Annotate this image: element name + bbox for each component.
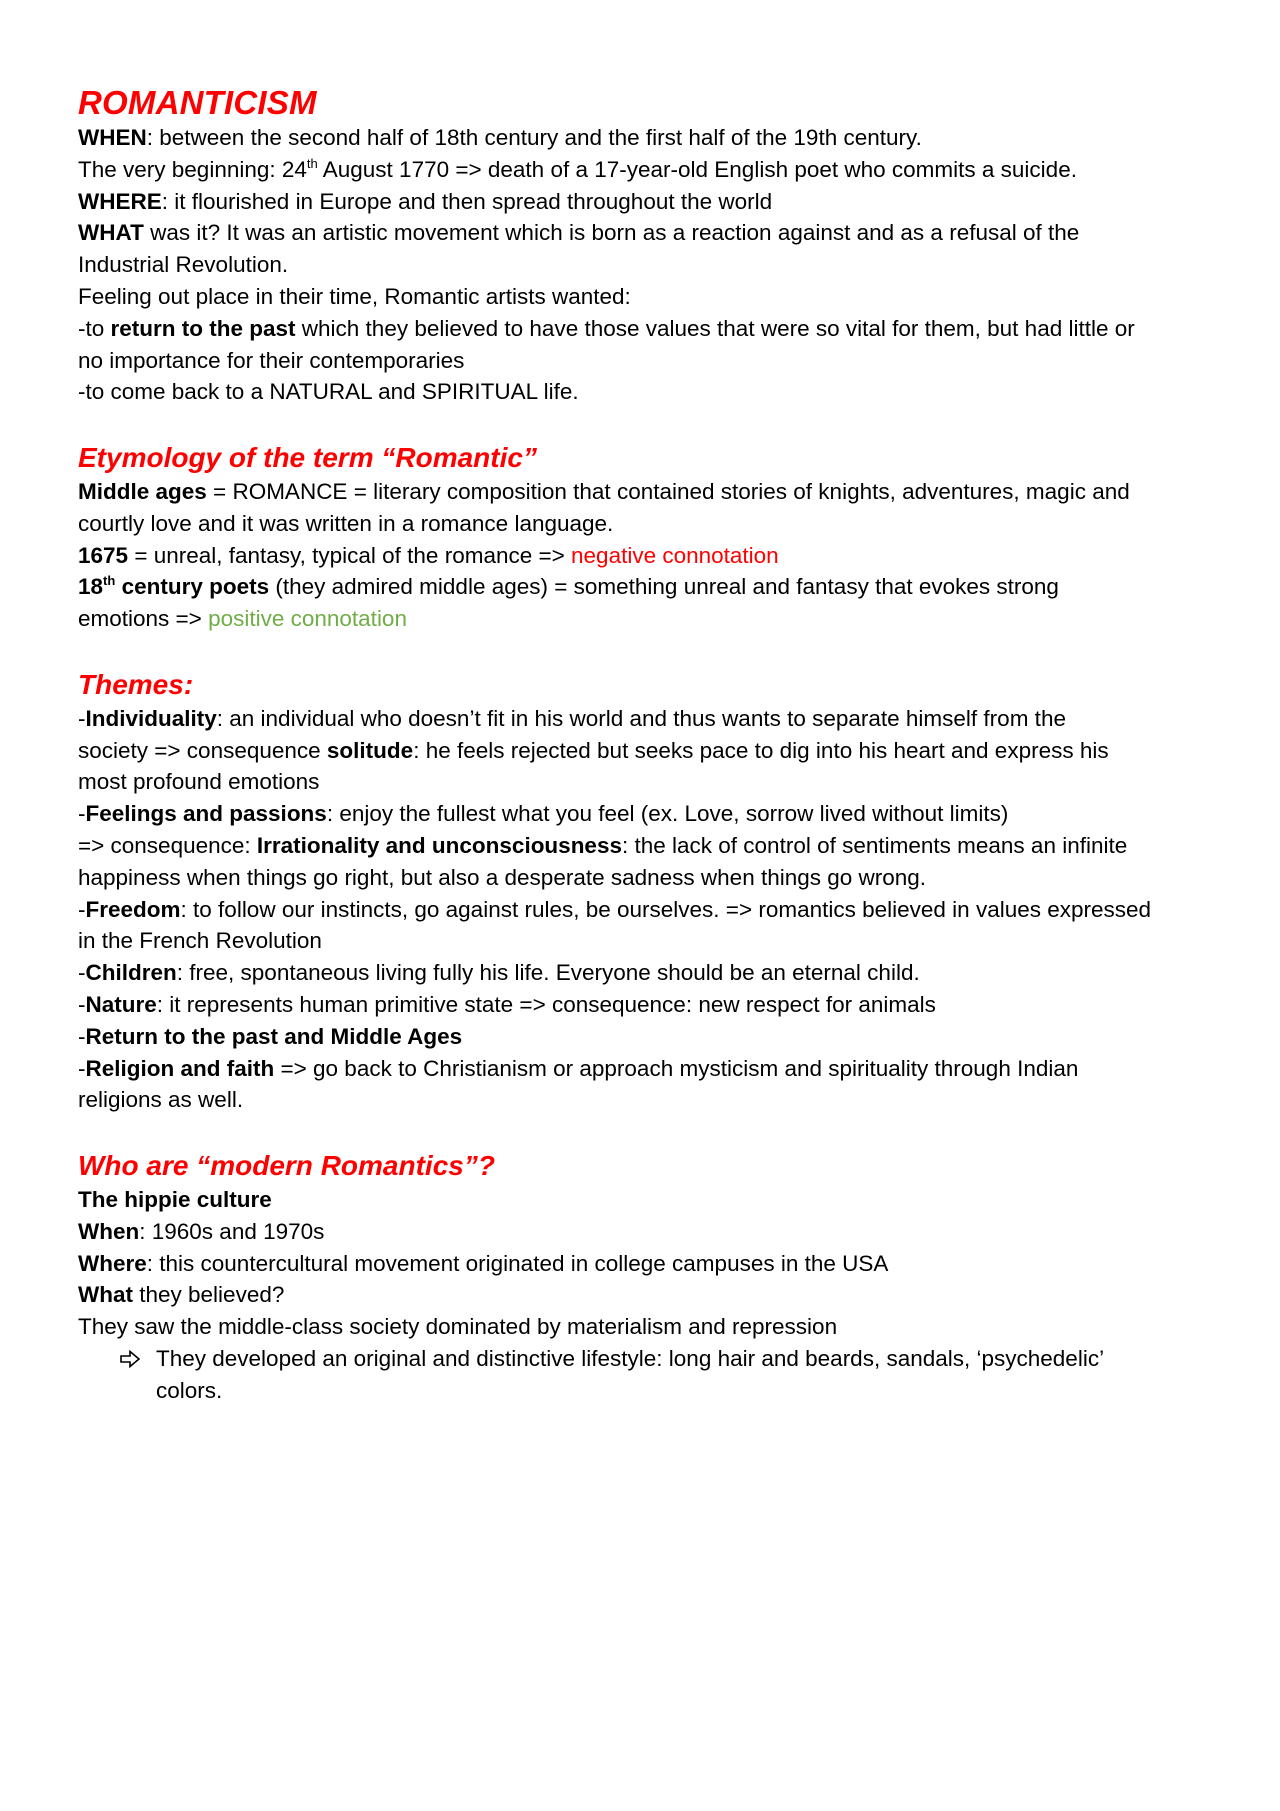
return-line: -to return to the past which they believed to have those values that were so vital for them, but had little or: [78, 315, 1135, 341]
theme-feelings: -Feelings and passions: enjoy the fullest what you feel (ex. Love, sorrow lived without limits): [78, 801, 1009, 827]
theme-religion: -Religion and faith => go back to Christianism or approach mysticism and spirituality through Indian: [78, 1055, 1079, 1081]
middle-ages-label: Middle ages: [78, 478, 207, 504]
theme-irrationality-continued: happiness when things go right, but also a desperate sadness when things go wrong.: [78, 864, 927, 890]
modern-romantics-section: [78, 1148, 1213, 1407]
middle-ages-line-continued: courtly love and it was written in a romance language.: [78, 510, 614, 536]
modern-heading: Who are “modern Romantics”?: [78, 1149, 495, 1181]
modern-where-line: Where: this countercultural movement originated in college campuses in the USA: [78, 1250, 889, 1276]
positive-connotation: positive connotation: [208, 606, 407, 632]
document-title: ROMANTICISM: [78, 84, 317, 121]
where-line: WHERE: it flourished in Europe and then spread throughout the world: [78, 188, 773, 214]
what-line-continued: Industrial Revolution.: [78, 252, 289, 278]
year-label: 1675: [78, 542, 129, 568]
theme-individuality-continued: society => consequence solitude: he feels rejected but seeks pace to dig into his heart and express his: [78, 737, 1109, 763]
when-label: WHEN: [78, 125, 147, 150]
where-label: WHERE: [78, 188, 162, 214]
feeling-line: Feeling out place in their time, Romantic artists wanted:: [78, 283, 631, 309]
hippie-line: The hippie culture: [78, 1186, 272, 1212]
theme-individuality: -Individuality: an individual who doesn’t fit in his world and thus wants to separate himself from the: [78, 705, 1066, 731]
year-1675-line: 1675 = unreal, fantasy, typical of the romance => negative connotation: [78, 542, 779, 568]
spacer: [78, 408, 1213, 440]
list-item: They developed an original and distinctive lifestyle: long hair and beards, sandals, ‘psychedelic’ colors.: [78, 1343, 1213, 1407]
poets-label: 18th century poets: [78, 573, 270, 600]
theme-freedom-continued: in the French Revolution: [78, 928, 322, 954]
spacer: [78, 1116, 1213, 1148]
arrow-right-outline-icon: [118, 1343, 142, 1375]
what-label: WHAT: [78, 220, 144, 246]
theme-irrationality: => consequence: Irrationality and unconsciousness: the lack of control of sentiments means an infinite: [78, 832, 1128, 858]
etymology-section: [78, 440, 1213, 635]
when-line: WHEN: between the second half of 18th century and the first half of the 19th century.: [78, 125, 922, 150]
modern-when-line: When: 1960s and 1970s: [78, 1218, 325, 1244]
theme-children: -Children: free, spontaneous living fully his life. Everyone should be an eternal child.: [78, 960, 920, 986]
return-label: return to the past: [110, 315, 296, 341]
themes-section: [78, 667, 1213, 1116]
spacer: [78, 635, 1213, 667]
saw-line: They saw the middle-class society dominated by materialism and repression: [78, 1314, 838, 1340]
modern-what-line: What they believed?: [78, 1282, 285, 1308]
intro-section: [78, 122, 1213, 408]
beginning-line: The very beginning: 24th August 1770 => death of a 17-year-old English poet who commits a suicide.: [78, 155, 1077, 182]
theme-freedom: -Freedom: to follow our instincts, go against rules, be ourselves. => romantics believed in values expressed: [78, 896, 1152, 922]
what-line: WHAT was it? It was an artistic movement which is born as a reaction against and as a refusal of the: [78, 220, 1080, 246]
document-page: [78, 80, 1213, 1406]
poets-line-continued: emotions => positive connotation: [78, 606, 407, 632]
etymology-heading: Etymology of the term “Romantic”: [78, 441, 537, 473]
themes-heading: Themes:: [78, 668, 194, 700]
middle-ages-line: Middle ages = ROMANCE = literary composition that contained stories of knights, adventures, magic and: [78, 478, 1130, 504]
poets-line: 18th century poets (they admired middle ages) = something unreal and fantasy that evokes strong: [78, 573, 1059, 600]
theme-religion-continued: religions as well.: [78, 1087, 244, 1113]
negative-connotation: negative connotation: [571, 542, 779, 568]
return-line-continued: no importance for their contemporaries: [78, 347, 465, 373]
theme-return-past: -Return to the past and Middle Ages: [78, 1023, 463, 1049]
theme-individuality-continued: most profound emotions: [78, 769, 320, 795]
natural-line: -to come back to a NATURAL and SPIRITUAL life.: [78, 379, 579, 405]
theme-nature: -Nature: it represents human primitive state => consequence: new respect for animals: [78, 991, 936, 1017]
